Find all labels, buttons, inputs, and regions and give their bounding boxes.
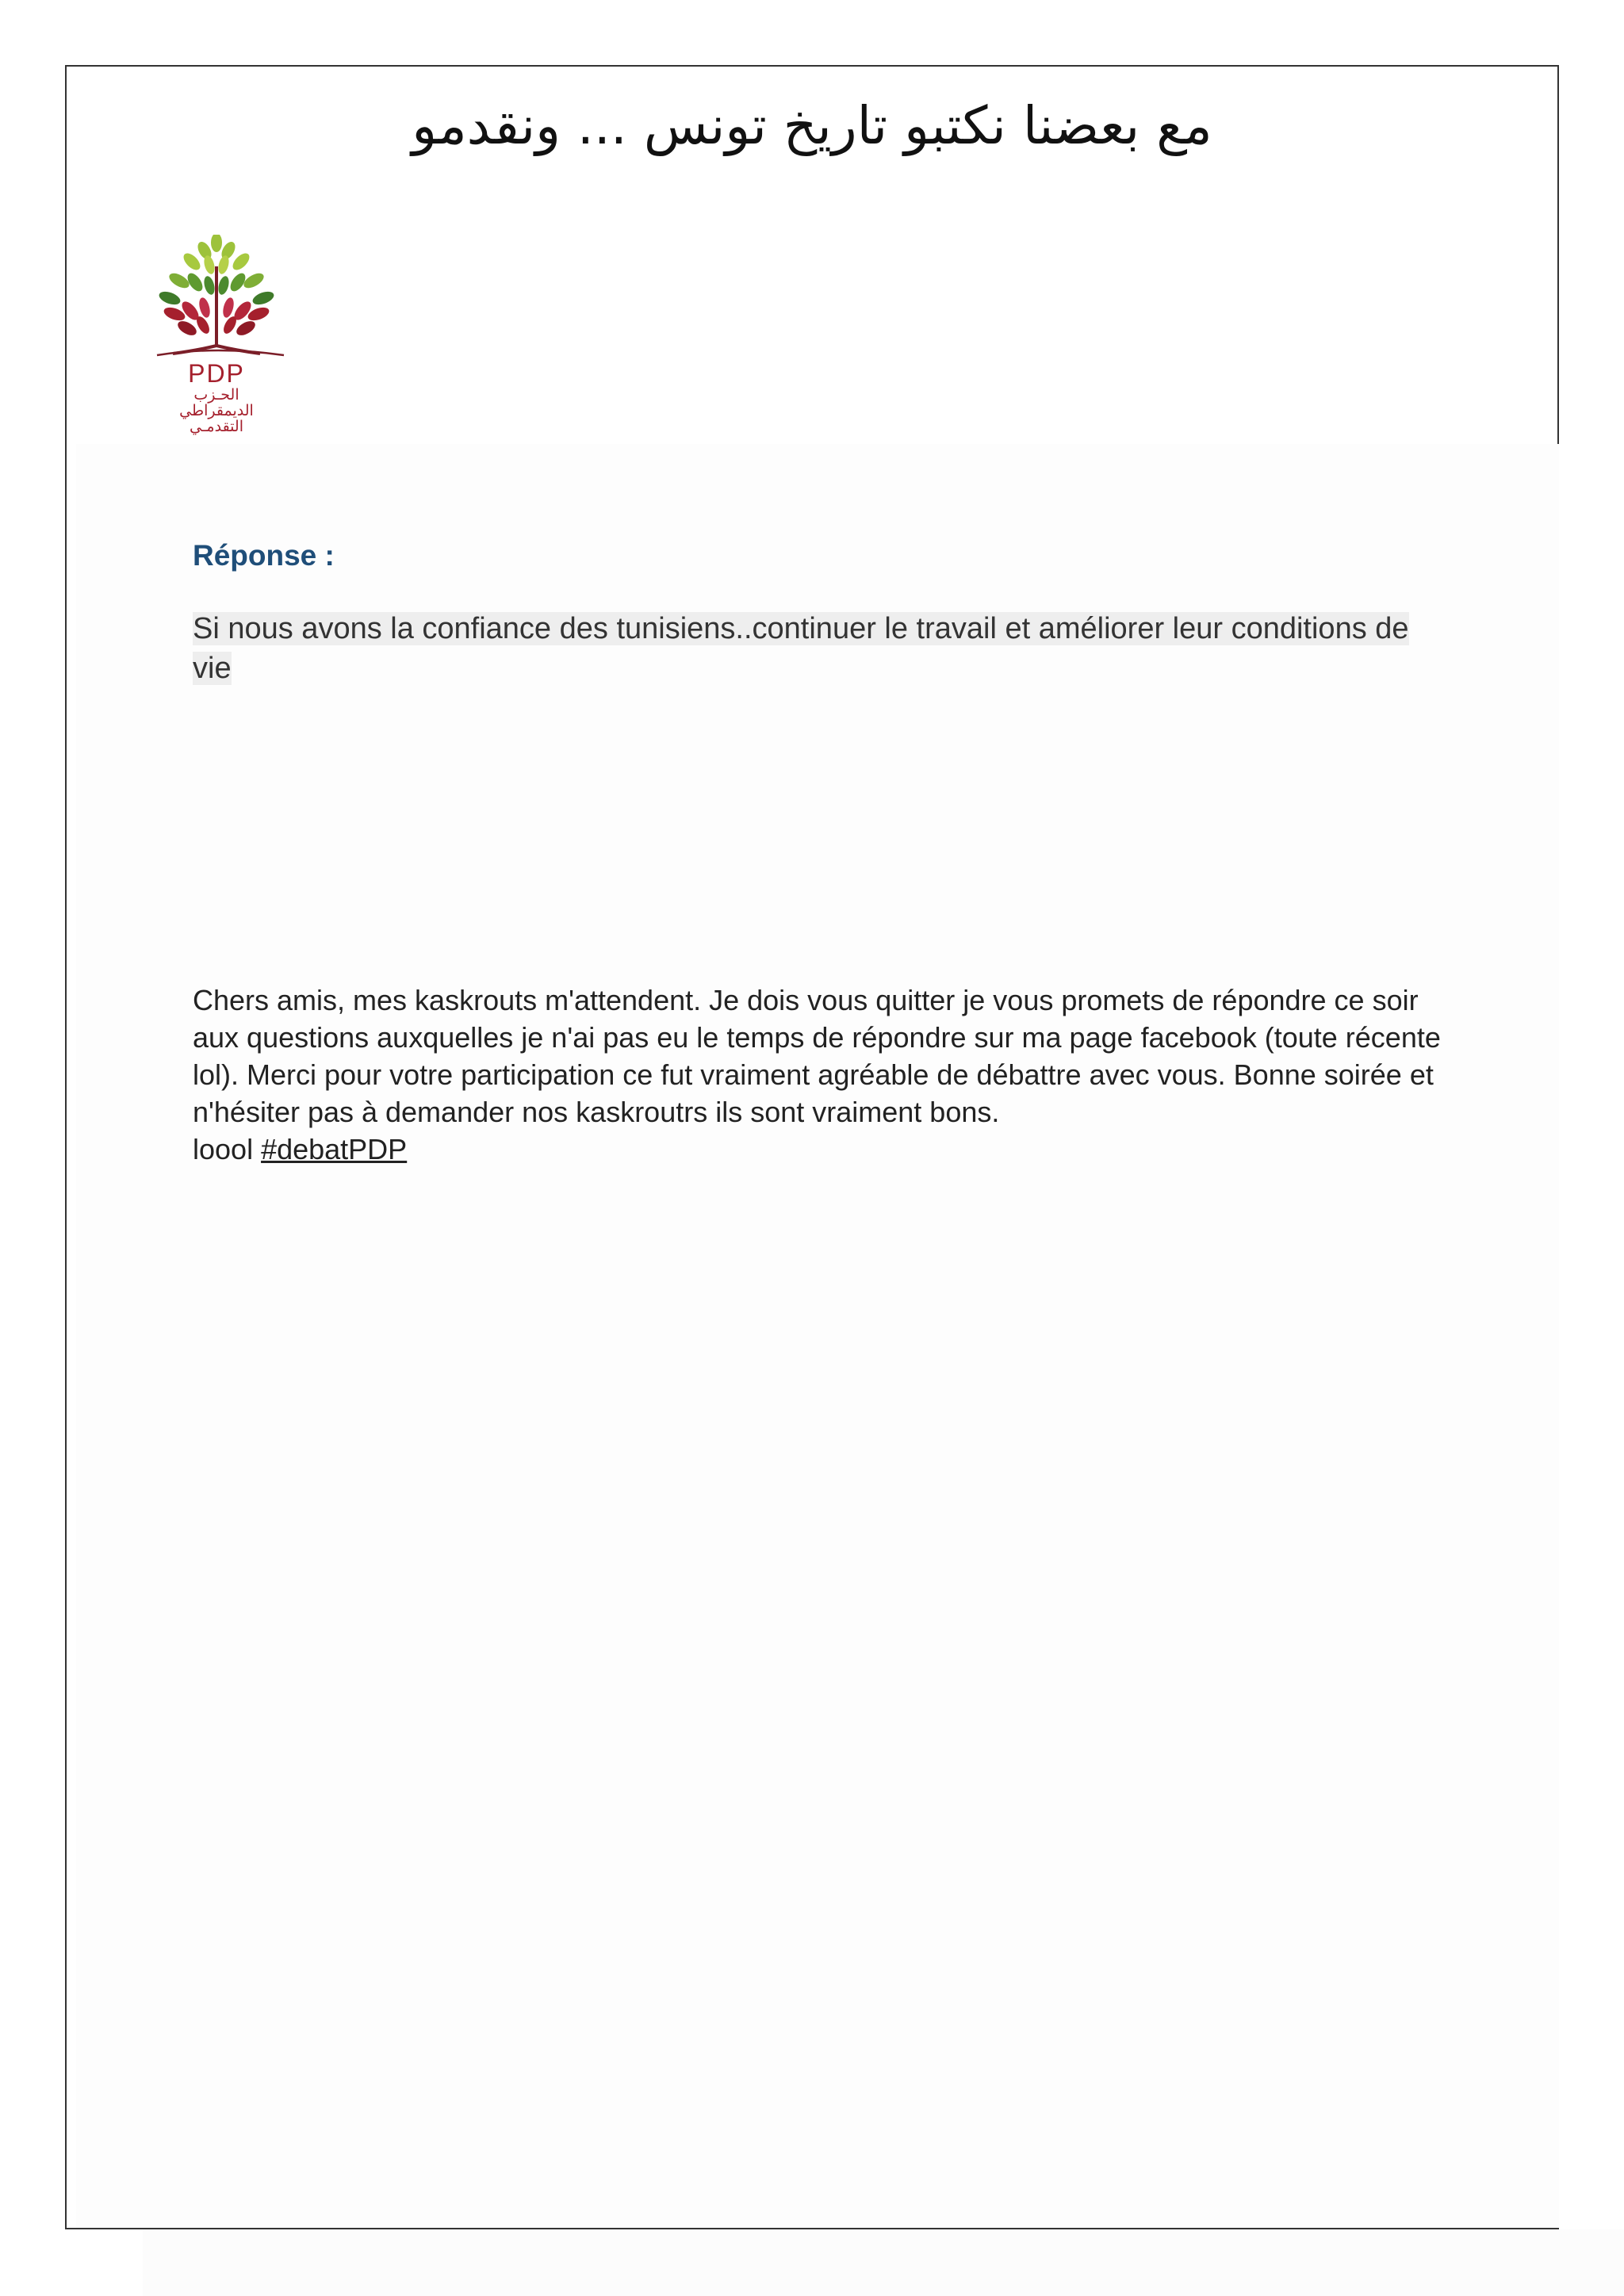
response-label: Réponse : [193,539,335,572]
logo-abbr: PDP [188,359,245,388]
page-background-strip [143,2229,1624,2296]
page-title: مع بعضنا نكتبو تاريخ تونس ... ونقدمو [412,95,1212,156]
closing-prefix: loool [193,1133,262,1165]
response-text [193,609,1418,688]
logo-arabic-line-3: التقدمـي [190,418,243,435]
tree-icon [157,235,284,355]
response-text-highlight: Si nous avons la confiance des tunisiens..continuer le travail et améliorer leur conditions de vie [193,612,1409,685]
closing-message-body: Chers amis, mes kaskrouts m'attendent. Je dois vous quitter je vous promets de répondre ce soir aux questions auxquelles je n'ai pas eu le temps de répondre sur ma page facebook (toute récente lol). Merci pour votre participation ce fut vraiment agréable de débattre avec vous. Bonne soirée et n'hésiter pas à demander nos kaskroutrs ils sont vraiment bons. [193,984,1441,1128]
hashtag-link[interactable]: #debatPDP [261,1133,408,1165]
closing-message [193,982,1461,1168]
logo-arabic-line-2: الديمقراطي [179,402,254,419]
content-panel [76,444,1559,2228]
pdp-logo [141,235,292,441]
logo-arabic-line-1: الحـزب [193,386,239,404]
